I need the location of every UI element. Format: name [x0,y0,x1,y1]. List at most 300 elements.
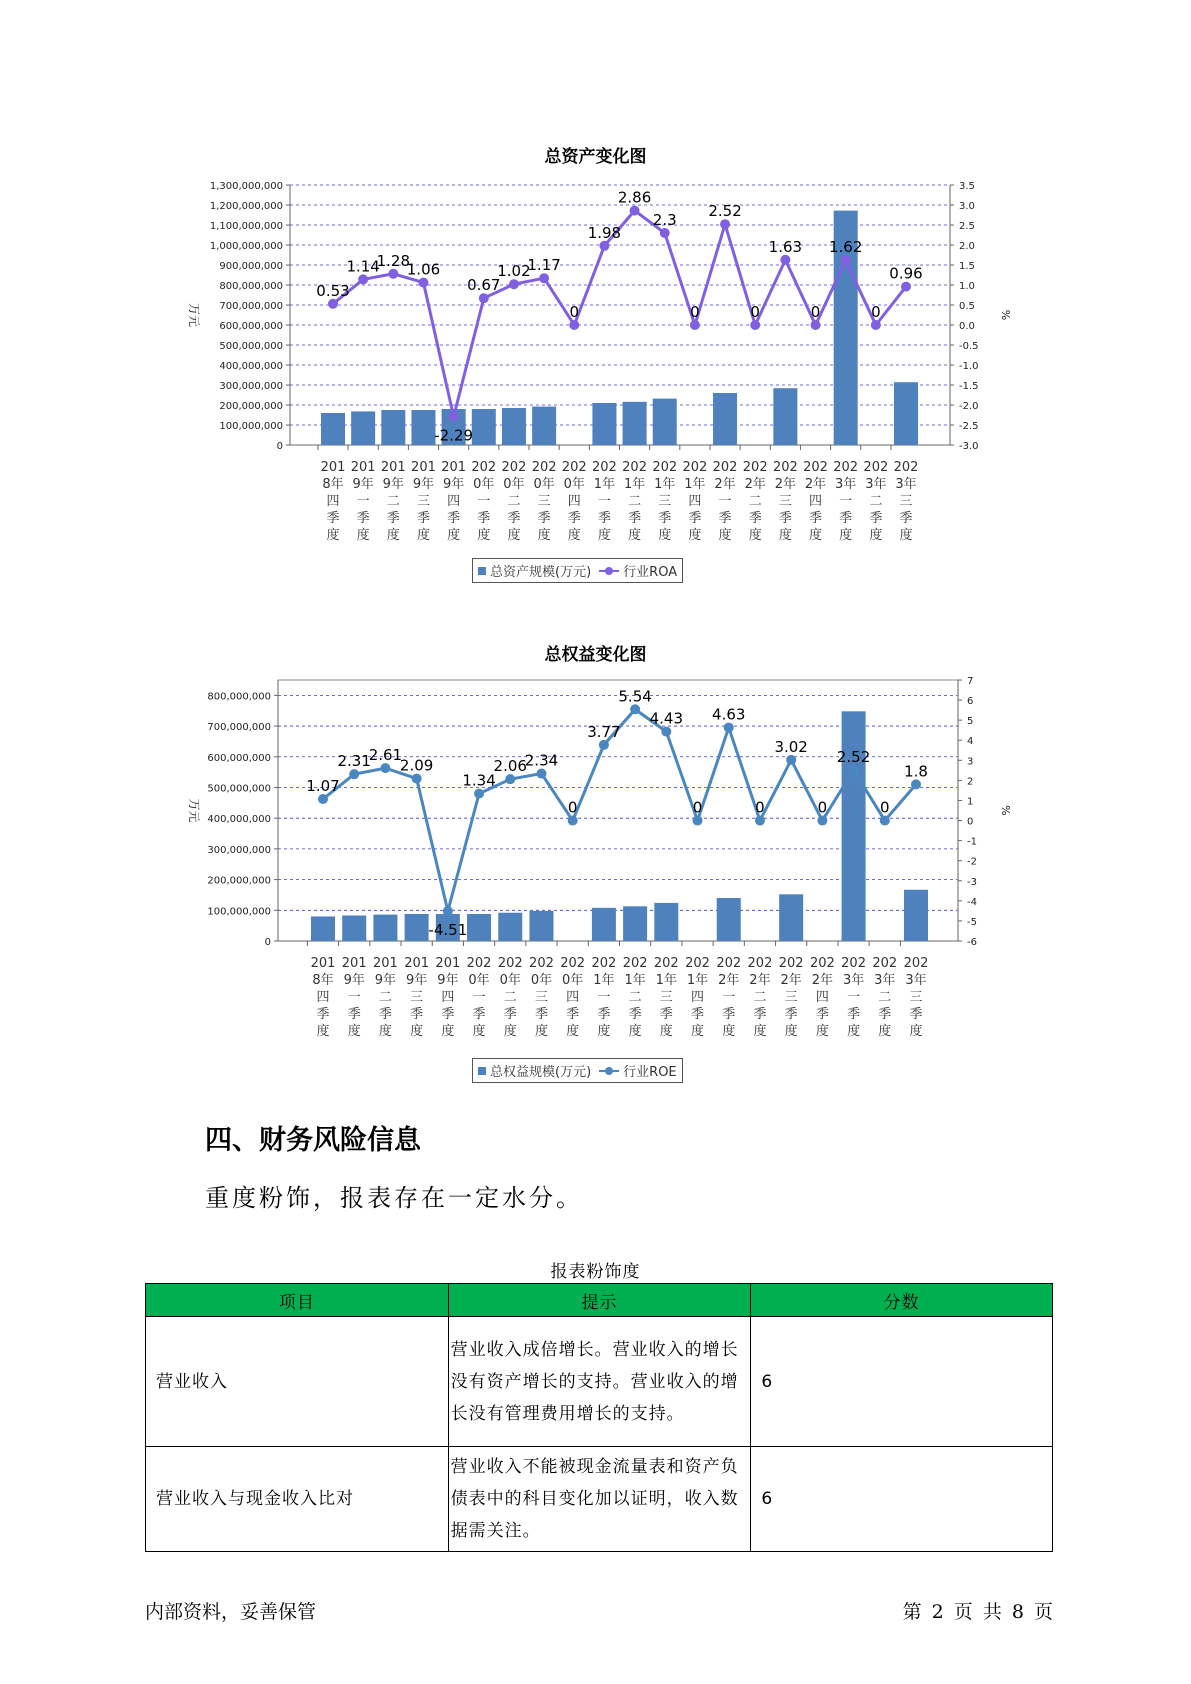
risk-table [145,1283,1053,1552]
x-tick-label: 三 [899,494,913,509]
cell-score: 6 [751,1317,1053,1447]
x-tick-label: 度 [472,1024,486,1039]
x-tick-label: 三 [416,494,430,509]
data-label: 1.07 [306,777,340,796]
line-point [358,274,368,284]
data-label: 1.8 [904,762,928,781]
x-tick-label: 202 [685,956,710,971]
y-axis-title: 万元 [187,798,201,823]
y-tick-label: 200,000,000 [207,875,271,887]
x-tick-label: 度 [839,528,853,543]
x-tick-label: 四 [447,494,461,509]
x-tick-label: 季 [722,1007,736,1022]
footer-confidential-note: 内部资料，妥善保管 [145,1601,317,1623]
x-tick-label: 9年 [382,477,404,492]
line-point [328,299,338,309]
y-tick-label: 800,000,000 [207,691,271,703]
data-label: 0.53 [316,281,350,300]
y2-tick-label: 0 [967,816,974,828]
data-label: 0 [692,798,703,817]
y2-axis-title: % [999,309,1012,321]
x-tick-label: 9年 [352,477,374,492]
y2-tick-label: -4 [967,896,977,908]
legend-line-swatch [599,570,619,572]
data-label: 2.86 [617,188,652,207]
data-label: 0 [880,798,890,817]
x-tick-label: 202 [529,956,554,971]
data-label: 0.67 [467,276,501,295]
x-tick-label: 一 [477,494,491,509]
data-label: 1.06 [406,260,441,279]
x-tick-label: 季 [597,511,611,526]
x-tick-label: 度 [537,528,551,543]
x-tick-label: 1年 [593,973,615,988]
x-tick-label: 度 [753,1024,767,1039]
x-tick-label: 202 [622,460,647,475]
legend-bar-swatch [478,567,486,575]
data-label: 2.61 [368,746,403,765]
x-tick-label: 度 [909,1024,923,1039]
x-tick-label: 四 [809,494,823,509]
x-tick-label: 季 [878,1007,892,1022]
line-point [349,769,359,779]
y2-tick-label: 4 [967,736,974,748]
legend-line-swatch [599,1070,619,1072]
x-tick-label: 度 [722,1024,736,1039]
y2-tick-label: 1.5 [959,261,975,272]
data-label: 3.02 [774,737,808,756]
x-tick-label: 二 [748,494,762,509]
y-tick-label: 1,300,000,000 [209,181,283,192]
x-tick-label: 202 [560,956,586,971]
x-tick-label: 2年 [780,973,802,988]
x-tick-label: 202 [471,460,497,475]
x-tick-label: 季 [326,511,340,526]
y-tick-label: 800,000,000 [219,281,283,292]
x-tick-label: 度 [899,528,913,543]
data-label: 5.54 [618,687,652,706]
bar [472,409,496,445]
data-label: 0 [755,798,765,817]
line-point [630,704,640,714]
x-tick-label: 201 [380,460,406,475]
x-tick-label: 度 [784,1024,798,1039]
table-row [146,1447,1053,1552]
y-tick-label: 700,000,000 [207,722,271,734]
bar [373,915,397,941]
y2-tick-label: -2.0 [959,401,979,412]
x-tick-label: 201 [350,460,376,475]
x-tick-label: 季 [316,1007,330,1022]
data-label: 2.34 [524,751,559,770]
x-tick-label: 0年 [499,973,521,988]
line-point [569,320,579,330]
y-tick-label: 900,000,000 [219,261,283,272]
x-tick-label: 201 [341,956,367,971]
x-tick-label: 0年 [530,973,553,988]
y-tick-label: 1,000,000,000 [209,241,283,252]
x-tick-label: 0年 [503,477,525,492]
cell-item: 营业收入 [146,1317,449,1447]
bar [773,388,797,445]
line-point [388,269,398,279]
section-heading: 四、财务风险信息 [205,1125,421,1156]
data-label: 0 [871,303,881,321]
x-tick-label: 202 [872,956,898,971]
bar [717,898,741,941]
x-tick-label: 二 [386,494,400,509]
y-tick-label: 200,000,000 [219,401,283,412]
x-tick-label: 季 [909,1007,923,1022]
x-tick-label: 3年 [905,973,927,988]
x-tick-label: 202 [652,460,678,475]
y-tick-label: 400,000,000 [219,361,283,372]
y2-tick-label: -5 [967,916,977,928]
x-tick-label: 度 [597,528,611,543]
bar [381,410,405,445]
y-tick-label: 600,000,000 [219,321,283,332]
x-tick-label: 202 [716,956,742,971]
x-tick-label: 度 [691,1024,705,1039]
x-tick-label: 季 [567,511,581,526]
table-header-row [146,1284,1053,1317]
x-tick-label: 三 [537,494,551,509]
x-tick-label: 一 [356,494,370,509]
legend-bar-label: 总资产规模(万元) [490,565,592,580]
x-tick-label: 度 [441,1024,455,1039]
x-tick-label: 度 [507,528,521,543]
bar [351,411,375,445]
x-tick-label: 度 [534,1024,548,1039]
x-tick-label: 一 [722,990,736,1005]
line-point [479,293,489,303]
y-tick-label: 300,000,000 [207,844,271,856]
y2-tick-label: 2 [967,776,974,788]
x-tick-label: 201 [310,956,336,971]
x-tick-label: 202 [497,956,523,971]
data-label: 1.34 [462,771,496,790]
line-point [911,779,921,789]
line-point [720,219,730,229]
x-tick-label: 度 [809,528,823,543]
x-tick-label: 季 [809,511,823,526]
x-tick-label: 0年 [533,477,555,492]
x-tick-label: 季 [597,1007,611,1022]
data-label: 2.3 [652,211,677,229]
x-tick-label: 季 [658,511,672,526]
bar [405,914,429,941]
x-tick-label: 季 [477,511,491,526]
x-tick-label: 1年 [624,973,646,988]
x-tick-label: 季 [534,1007,548,1022]
line-point [661,727,671,737]
data-label: 2.52 [708,202,742,221]
header-score: 分数 [751,1284,1053,1317]
x-tick-label: 二 [503,990,517,1005]
x-tick-label: 二 [753,990,767,1005]
x-tick-label: 9年 [412,477,435,492]
x-tick-label: 202 [747,956,773,971]
line-point [568,816,578,826]
x-tick-label: 季 [628,511,642,526]
x-tick-label: 季 [659,1007,673,1022]
cell-tip: 营业收入不能被现金流量表和资产负债表中的科目变化加以证明，收入数据需关注。 [448,1447,751,1552]
bar [779,894,803,941]
x-tick-label: 四 [688,494,702,509]
x-tick-label: 二 [878,990,892,1005]
x-tick-label: 度 [410,1024,424,1039]
line-point [880,816,890,826]
y2-tick-label: 2.5 [959,221,975,232]
bar [342,916,366,941]
legend-line-label: 行业ROE [623,1065,677,1080]
x-tick-label: 度 [628,1024,642,1039]
bar [502,408,526,445]
table-caption: 报表粉饰度 [550,1262,641,1282]
data-label: 1.28 [376,251,411,270]
line-point [449,412,459,422]
x-tick-label: 8年 [312,973,334,988]
x-tick-label: 0年 [563,477,585,492]
x-tick-label: 202 [833,460,859,475]
x-tick-label: 202 [501,460,527,475]
x-tick-label: 2年 [804,477,827,492]
x-tick-label: 3年 [842,973,865,988]
data-label: 1.98 [587,223,622,242]
x-tick-label: 202 [561,460,587,475]
y2-tick-label: -2.5 [959,421,979,432]
x-tick-label: 202 [712,460,738,475]
chart-title-total-assets: 总资产变化图 [544,147,647,167]
x-tick-label: 201 [320,460,346,475]
line-point [690,320,700,330]
x-tick-label: 四 [567,494,581,509]
y-tick-label: 1,100,000,000 [209,221,283,232]
x-tick-label: 季 [748,511,762,526]
x-tick-label: 0年 [562,973,584,988]
x-tick-label: 1年 [623,477,646,492]
x-tick-label: 一 [347,990,361,1005]
x-tick-label: 季 [537,511,551,526]
y2-tick-label: 3.5 [959,181,975,192]
x-tick-label: 季 [472,1007,486,1022]
x-tick-label: 度 [658,528,672,543]
data-label: 2.06 [493,757,527,776]
chart-legend [472,1058,683,1083]
y2-axis-title: % [999,805,1012,816]
chart-title-total-equity: 总权益变化图 [544,645,647,665]
x-tick-label: 一 [847,990,861,1005]
x-tick-label: 2年 [744,477,766,492]
x-tick-label: 度 [447,528,461,543]
legend-line-label: 行业ROA [623,565,678,580]
data-label: -2.29 [434,426,474,445]
x-tick-label: 度 [688,528,702,543]
header-item: 项目 [146,1284,449,1317]
x-tick-label: 二 [628,990,642,1005]
x-tick-label: 一 [839,494,853,509]
x-tick-label: 202 [893,460,919,475]
x-tick-label: 三 [410,990,424,1005]
x-tick-label: 二 [378,990,392,1005]
x-tick-label: 度 [718,528,732,543]
y2-tick-label: 3.0 [959,201,975,212]
x-tick-label: 季 [410,1007,424,1022]
x-tick-label: 季 [507,511,521,526]
data-label: -4.51 [428,921,468,940]
x-tick-label: 1年 [686,973,709,988]
x-tick-label: 202 [466,956,492,971]
data-label: 2.52 [836,747,871,766]
data-label: 4.43 [649,709,684,728]
data-label: 0.96 [889,264,923,283]
x-tick-label: 201 [373,956,398,971]
bar [842,711,866,941]
y2-tick-label: -3 [967,876,977,888]
x-tick-label: 201 [435,956,461,971]
x-tick-label: 季 [815,1007,829,1022]
x-tick-label: 度 [356,528,370,543]
line-point [536,769,546,779]
x-tick-label: 度 [567,528,581,543]
line-point [755,816,765,826]
x-tick-label: 3年 [835,477,857,492]
x-tick-label: 9年 [343,973,365,988]
bar [713,393,737,445]
x-tick-label: 季 [566,1007,580,1022]
bar [623,402,647,445]
x-tick-label: 3年 [895,477,917,492]
x-tick-label: 四 [815,990,829,1005]
x-tick-label: 三 [534,990,548,1005]
data-label: 0 [810,303,821,321]
x-tick-label: 201 [441,460,467,475]
x-tick-label: 三 [784,990,798,1005]
x-tick-label: 度 [815,1024,829,1039]
line-point [901,282,911,292]
x-tick-label: 季 [899,511,913,526]
data-label: 0 [567,798,578,817]
bar [498,913,522,941]
x-tick-label: 度 [503,1024,517,1039]
data-label: 1.62 [828,238,863,257]
data-label: 0 [569,303,580,321]
x-tick-label: 度 [847,1024,861,1039]
x-tick-label: 季 [356,511,370,526]
y2-tick-label: 0.0 [959,321,975,332]
line-point [474,789,484,799]
x-tick-label: 9年 [374,973,397,988]
y2-tick-label: -2 [967,856,977,868]
data-label: 1.63 [768,237,803,256]
table-row [146,1317,1053,1447]
line-point [599,740,609,750]
y-tick-label: 600,000,000 [207,752,271,764]
footer-page-number: 第 2 页 共 8 页 [902,1601,1053,1623]
x-tick-label: 四 [691,990,705,1005]
x-tick-label: 三 [778,494,792,509]
x-tick-label: 季 [784,1007,798,1022]
x-tick-label: 度 [316,1024,330,1039]
y2-tick-label: 1 [967,796,974,808]
x-tick-label: 四 [316,990,330,1005]
line-point [418,278,428,288]
x-tick-label: 8年 [322,477,344,492]
x-tick-label: 季 [378,1007,392,1022]
x-tick-label: 2年 [811,973,834,988]
bar [894,382,918,445]
y2-tick-label: 1.0 [959,281,975,292]
x-tick-label: 202 [841,956,866,971]
data-label: 2.09 [399,756,434,775]
x-tick-label: 三 [658,494,672,509]
line-point [660,228,670,238]
x-tick-label: 202 [803,460,828,475]
x-tick-label: 0年 [468,973,490,988]
y2-tick-label: 3 [967,756,974,768]
y2-tick-label: 2.0 [959,241,975,252]
data-label: 1.14 [346,257,380,276]
x-tick-label: 度 [869,528,883,543]
line-point [849,765,859,775]
y-tick-label: 1,200,000,000 [209,201,283,212]
x-tick-label: 季 [447,511,461,526]
bar [653,399,677,445]
legend-bar-label: 总权益规模(万元) [490,1065,592,1080]
line-point [750,320,760,330]
y-axis-title: 万元 [187,302,201,328]
x-tick-label: 202 [809,956,835,971]
x-tick-label: 3年 [874,973,896,988]
x-tick-label: 3年 [865,477,887,492]
y-tick-label: 0 [276,441,283,452]
x-tick-label: 0年 [473,477,495,492]
line-point [412,774,422,784]
y2-tick-label: -1.5 [959,381,979,392]
x-tick-label: 季 [416,511,430,526]
bar [623,906,647,941]
x-tick-label: 一 [597,494,611,509]
x-tick-label: 1年 [684,477,706,492]
x-tick-label: 季 [688,511,702,526]
line-point [599,241,609,251]
line-point [817,816,827,826]
x-tick-label: 1年 [654,477,676,492]
x-tick-label: 一 [597,990,611,1005]
x-tick-label: 四 [326,494,340,509]
data-label: 1.02 [497,262,531,281]
x-tick-label: 2年 [714,477,736,492]
y-tick-label: 100,000,000 [219,421,283,432]
x-tick-label: 季 [347,1007,361,1022]
y2-tick-label: 6 [967,696,974,708]
data-label: 1.17 [527,256,561,275]
x-tick-label: 度 [628,528,642,543]
x-tick-label: 2年 [774,477,797,492]
data-label: 0 [817,798,828,817]
data-label: 2.31 [337,752,371,771]
cell-tip: 营业收入成倍增长。营业收入的增长没有资产增长的支持。营业收入的增长没有管理费用增长的支持。 [448,1317,751,1447]
x-tick-label: 季 [386,511,400,526]
x-tick-label: 度 [386,528,400,543]
line-point [811,320,821,330]
x-tick-label: 202 [903,956,929,971]
x-tick-label: 三 [659,990,673,1005]
x-tick-label: 二 [869,494,883,509]
bar [311,916,335,941]
bar [411,410,435,445]
x-tick-label: 季 [839,511,853,526]
